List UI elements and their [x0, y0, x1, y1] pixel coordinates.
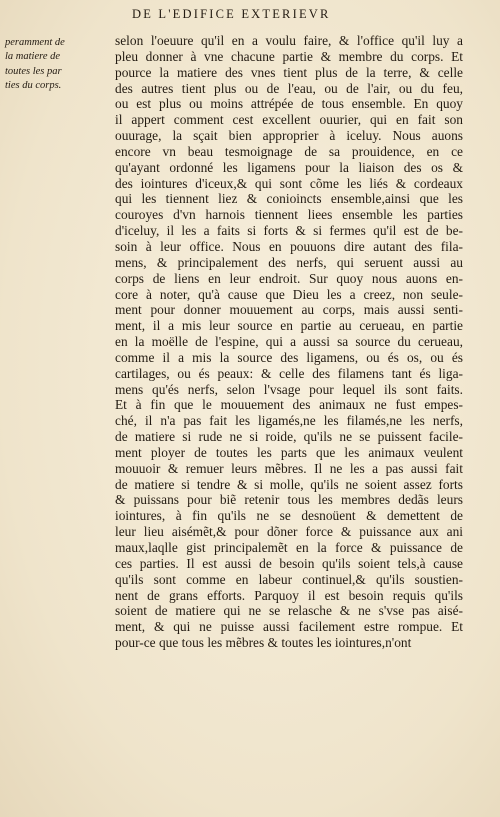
text-line: soient de matiere qui ne se relasche & ne s'vse pas aisé-: [115, 603, 463, 619]
text-line: ou est plus ou moins attrépée de tous ensemble. En quoy: [115, 96, 463, 112]
text-line: maux,laqlle gist principalemẽt en la force & puissance de: [115, 540, 463, 555]
text-line: nent de grans efforts. Parquoy il est besoin requis qu'ils: [115, 587, 463, 603]
text-line: ment, & qui ne puisse aussi facilement estre rompue. Et: [115, 619, 463, 635]
text-line: qui les tiennent liez & conioincts ensemble,ainsi que les: [115, 191, 463, 207]
text-line: corps de liens en leur endroit. Sur quoy nous auons en-: [115, 270, 463, 286]
margin-note-line: ties du corps.: [5, 80, 62, 91]
text-line: core à noter, qu'à cause que Dieu les a creez, non seule-: [115, 286, 463, 302]
text-line: soin à leur office. Nous en pouuons dire autant des fila-: [115, 238, 463, 254]
margin-note-line: la matiere de: [5, 51, 61, 62]
text-line: qu'ils sont comme en labeur continuel,& qu'ils soustien-: [115, 571, 463, 587]
margin-note-line: peramment de: [5, 37, 65, 48]
text-line: mouuoir & remuer leurs mẽbres. Il ne les a pas aussi fait: [115, 460, 463, 476]
text-line: ment pour donner mouuement au corps, mais aussi senti-: [115, 302, 463, 318]
text-line: ment, il a mis leur source en partie au cerueau, en partie: [115, 318, 463, 334]
text-line: ouurage, la sçait bien approprier à iceluy. Nous auons: [115, 128, 463, 144]
text-line: des autres tient plus ou de l'eau, ou de l'air, ou du feu,: [115, 80, 463, 96]
margin-note-line: toutes les par: [5, 66, 62, 77]
text-line: cartilages, ou és peaux: & celle des filamens tant és liga-: [115, 365, 463, 381]
text-line: d'iceluy, il les a faits si forts & si fermes qu'il est de be-: [115, 223, 463, 239]
body-text: [85, 33, 463, 651]
text-line: de matiere si tendre & si molle, qu'ils ne soient assez forts: [115, 476, 463, 492]
text-line: ment ployer de toutes les parts que les animaux veulent: [115, 444, 463, 460]
text-line: comme il a mis la source des ligamens, ou és os, ou és: [115, 349, 463, 365]
text-line: pour-ce que tous les mẽbres & toutes les iointures,n'ont: [115, 635, 412, 651]
text-line: il appert comment cest excellent ouurier, qui en fait son: [115, 112, 463, 128]
text-line: selon l'oeuure qu'il en a voulu faire, & l'office qu'il luy a: [115, 33, 463, 48]
text-line: & puissans pour biẽ retenir tous les membres dedãs leurs: [115, 492, 463, 508]
text-line: Et à fin que le mouuement des animaux ne fust empes-: [115, 397, 463, 413]
text-line: en la moëlle de l'espine, qui a aussi sa source du cerueau,: [115, 334, 463, 350]
text-line: pleu donner à vne chacune partie & membre du corps. Et: [115, 48, 463, 64]
text-line: de matiere si rude ne si roide, qu'ils ne se puissent facile-: [115, 429, 463, 445]
text-line: pource la matiere des vnes tient plus de la terre, & celle: [115, 64, 463, 80]
text-line: leur lieu aisémẽt,& pour dõner force & puissance aux ani: [115, 524, 463, 540]
text-line: mens, & principalement des nerfs, qui seruent aussi au: [115, 254, 463, 270]
text-line: ché, il n'a pas fait les ligamés,ne les filamés,ne les nerfs,: [115, 413, 463, 429]
text-line: des iointures d'iceux,& qui sont cõme les liés & cordeaux: [115, 175, 463, 191]
text-line: couroyes d'vn harnois tiennent liees ensemble les parties: [115, 207, 463, 223]
running-head: DE L'EDIFICE EXTERIEVR: [132, 7, 331, 21]
text-line: iointures, à fin qu'ils ne se desnoüent & demettent de: [115, 508, 463, 524]
text-line: qu'ayant ordonné les ligamens pour la liaison des os &: [115, 159, 463, 175]
text-line: encore vn beau tesmoignage de sa prouidence, en ce: [115, 143, 463, 159]
text-line: mens qu'és nerfs, selon l'vsage pour lequel ils sont faits.: [115, 381, 463, 397]
text-line: ces parties. Il est aussi de besoin qu'ils soient tels,à cause: [115, 555, 463, 571]
